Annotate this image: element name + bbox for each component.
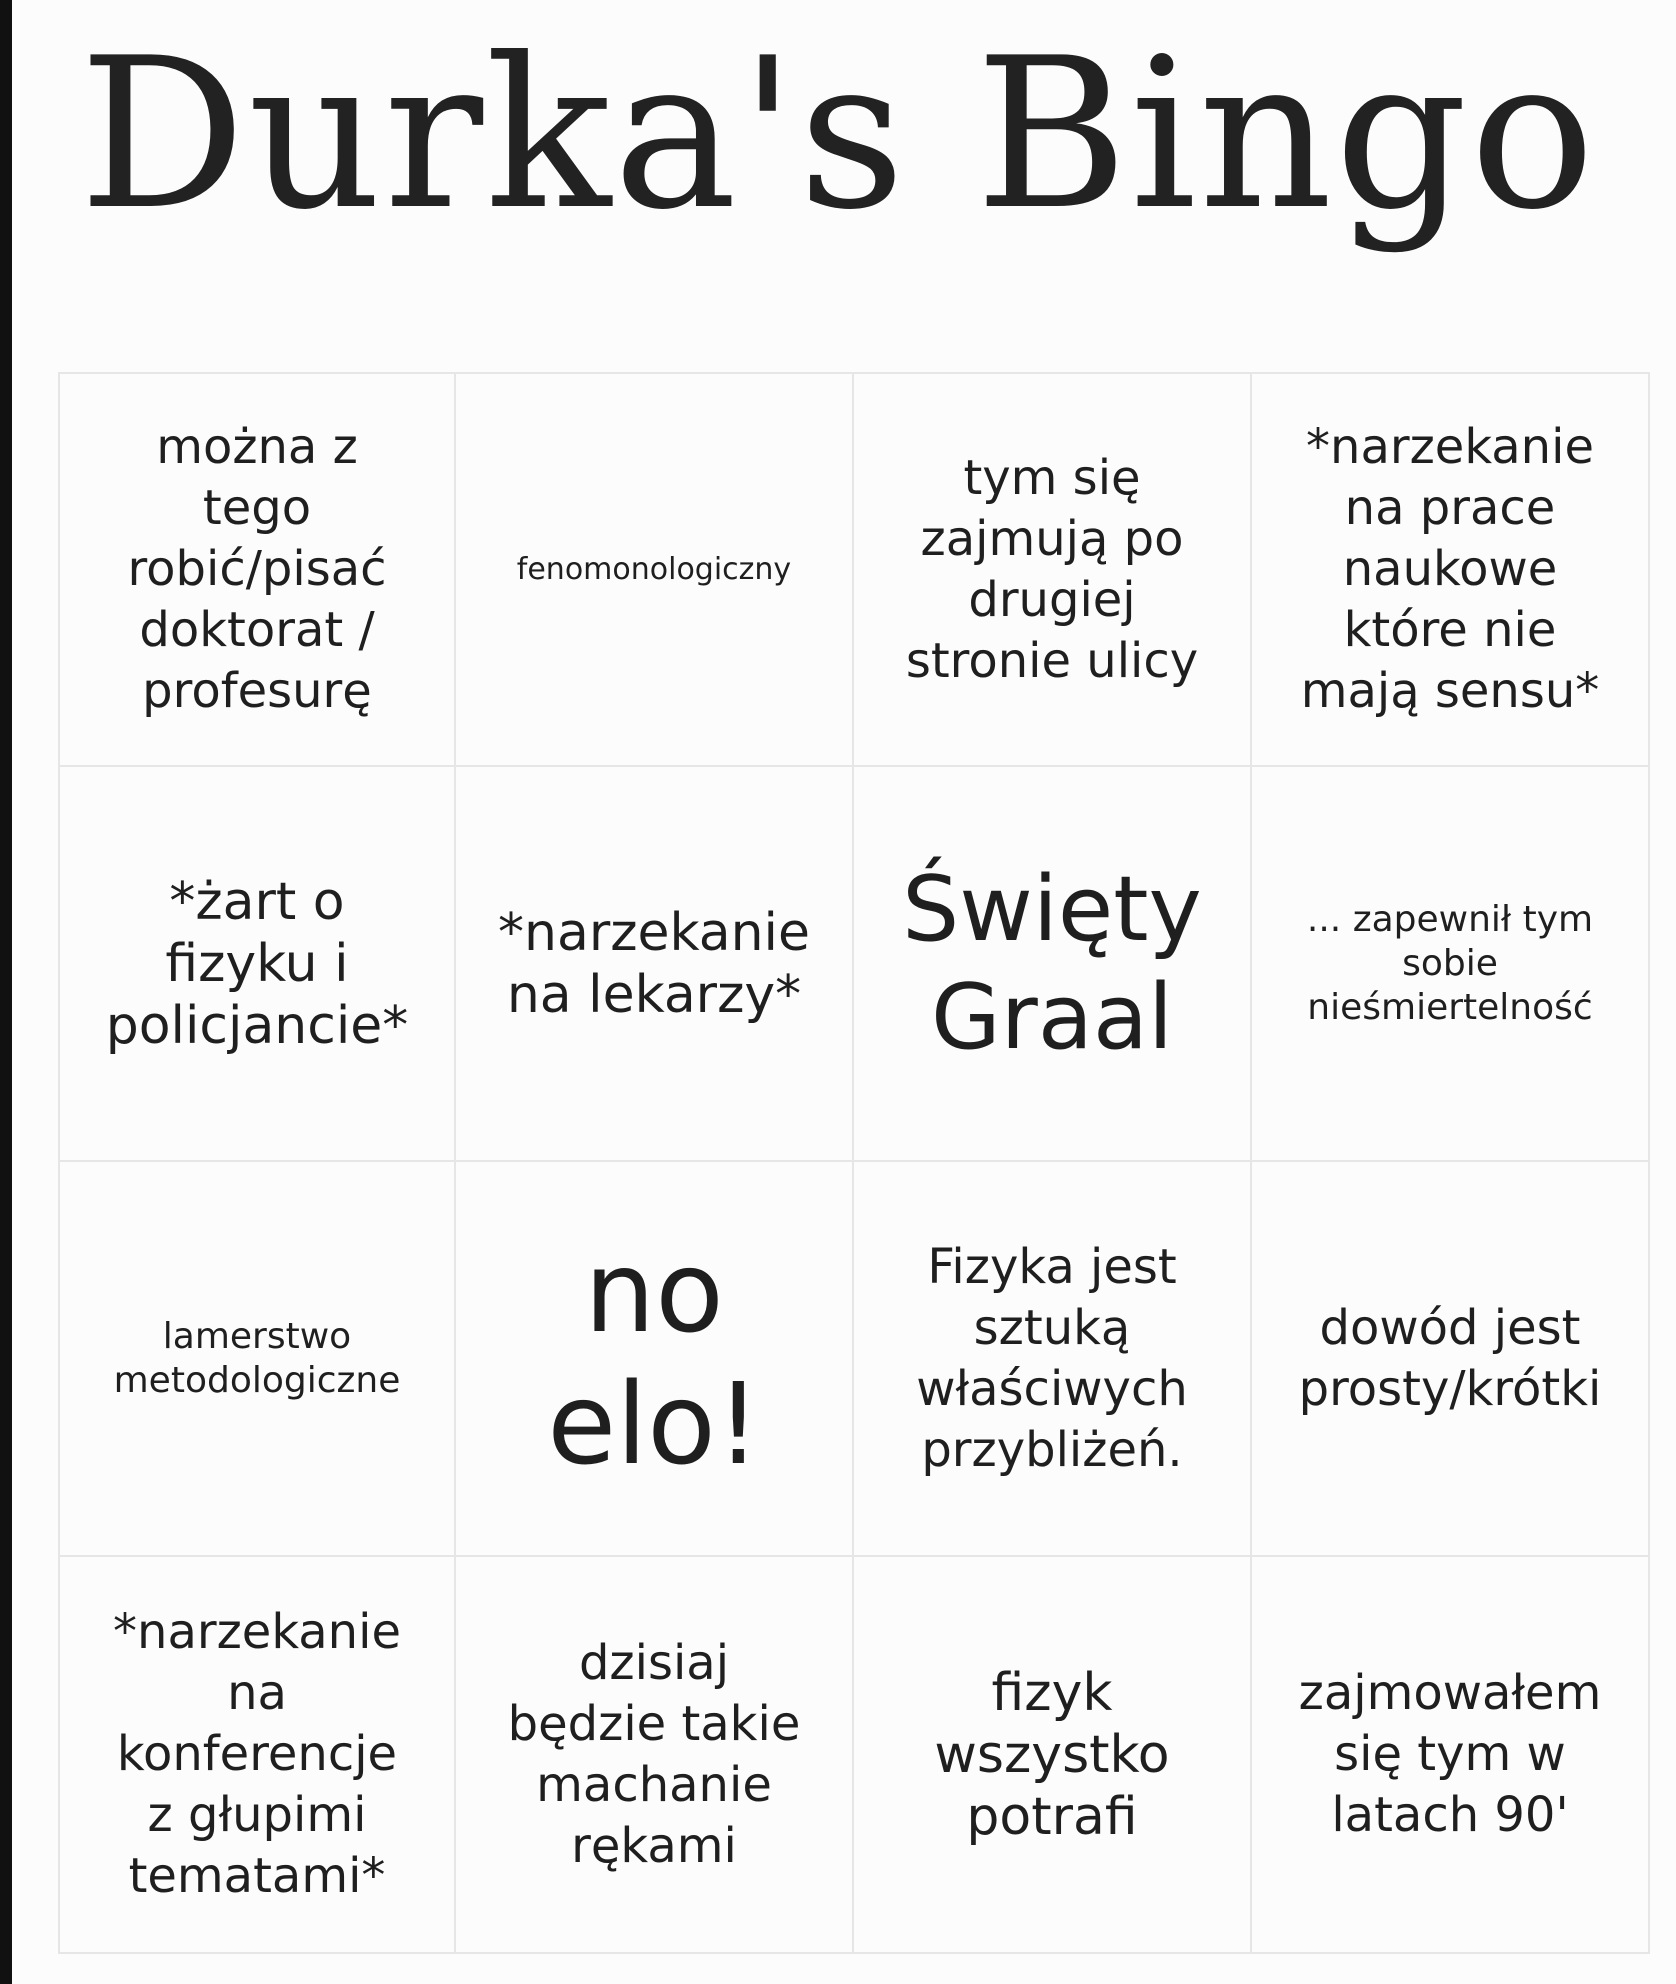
bingo-cell[interactable] <box>456 1557 854 1954</box>
bingo-cell-text: *narzekanie na lekarzy* <box>498 902 810 1025</box>
bingo-cell-text: zajmowałem się tym w latach 90' <box>1298 1665 1602 1843</box>
bingo-cell-text: *narzekanie na konferencje z głupimi tematami* <box>113 1604 401 1904</box>
bingo-cell-text: fenomonologiczny <box>516 551 792 587</box>
bingo-cell[interactable] <box>1252 1162 1650 1557</box>
bingo-cell[interactable] <box>1252 372 1650 767</box>
bingo-cell-text: tym się zajmują po drugiej stronie ulicy <box>905 449 1199 689</box>
bingo-cell[interactable] <box>58 1162 456 1557</box>
bingo-cell[interactable] <box>1252 767 1650 1162</box>
bingo-grid <box>58 372 1650 1954</box>
bingo-cell-text: dowód jest prosty/krótki <box>1298 1299 1602 1417</box>
bingo-cell-text: można z tego robić/pisać doktorat / profesurę <box>127 419 387 719</box>
bingo-cell[interactable] <box>456 767 854 1162</box>
bingo-cell-text: *narzekanie na prace naukowe które nie mają sensu* <box>1300 419 1600 719</box>
bingo-cell-text: lamerstwo metodologiczne <box>113 1315 401 1401</box>
bingo-cell[interactable] <box>854 372 1252 767</box>
bingo-cell-text: no elo! <box>547 1227 761 1490</box>
bingo-cell[interactable] <box>58 767 456 1162</box>
bingo-cell-text: Fizyka jest sztuką właściwych przybliżeń. <box>916 1238 1188 1478</box>
scan-edge <box>0 0 12 1984</box>
bingo-cell-text: ... zapewnił tym sobie nieśmiertelność <box>1306 898 1594 1028</box>
bingo-cell[interactable] <box>1252 1557 1650 1954</box>
page-title: Durka's Bingo <box>79 14 1597 256</box>
bingo-cell[interactable] <box>58 1557 456 1954</box>
bingo-cell[interactable] <box>58 372 456 767</box>
bingo-cell[interactable] <box>456 372 854 767</box>
bingo-cell-text: Święty Graal <box>902 856 1202 1070</box>
bingo-cell-text: fizyk wszystko potrafi <box>934 1662 1170 1847</box>
bingo-cell-text: dzisiaj będzie takie machanie rękami <box>507 1634 801 1874</box>
bingo-cell[interactable] <box>854 1162 1252 1557</box>
bingo-cell-text: *żart o fizyku i policjancie* <box>105 871 409 1056</box>
bingo-cell[interactable] <box>854 1557 1252 1954</box>
bingo-cell[interactable] <box>854 767 1252 1162</box>
bingo-cell[interactable] <box>456 1162 854 1557</box>
